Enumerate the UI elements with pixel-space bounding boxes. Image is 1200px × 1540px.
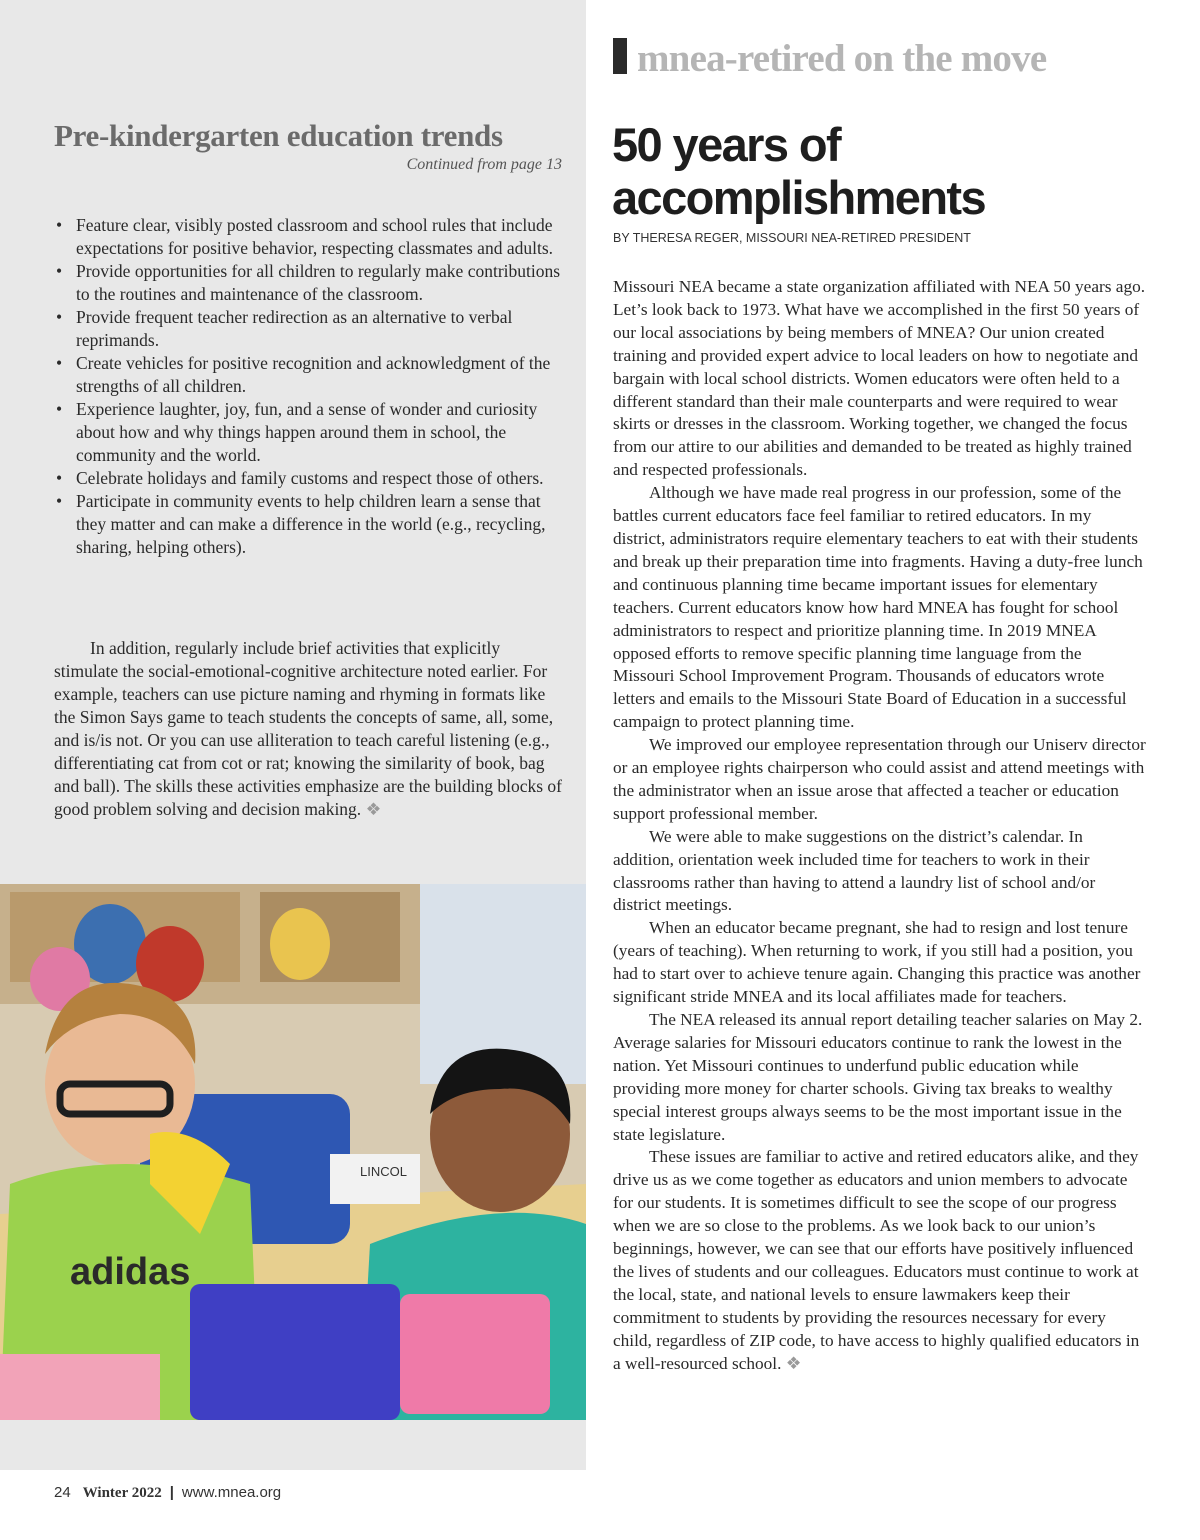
name-tag: LINCOL	[360, 1164, 407, 1179]
body-paragraph: When an educator became pregnant, she had to resign and lost tenure (years of teaching). When returning to work, if you still had a position, you had to start over to achieve tenure again. Changing this practice was another significant stride MNEA and its local affiliates made for teachers.	[613, 918, 1141, 1007]
list-item: • Participate in community events to help children learn a sense that they matter and can make a difference in the world (e.g., recycling, sharing, helping others).	[54, 490, 562, 559]
website-link[interactable]: www.mnea.org	[181, 1484, 282, 1501]
body-paragraph: We improved our employee representation through our Uniserv director or an employee rights chairperson who could assist and attend meetings with the administrator when an issue arose that affected a teacher or education support professional member.	[613, 735, 1146, 823]
paragraph-text: These issues are familiar to active and retired educators alike, and they drive us as we come together as educators and union members to advocate for our students. It is sometimes difficult to see the scope of our progress when we are so close to the problems. As we look back to our union’s beginnings, however, we can see that our efforts have positively influenced the lives of students and our colleagues. Educators must continue to work at the local, state, and national levels to ensure lawmakers keep their commitment to students by providing the resources necessary for every child, regardless of ZIP code, to have access to highly qualified educators in a well-resourced school.	[613, 1147, 1140, 1373]
footer-separator: |	[169, 1484, 174, 1501]
body-paragraph: The NEA released its annual report detailing teacher salaries on May 2. Average salaries for Missouri educators continue to rank the lowest in the nation. Yet Missouri continues to underfund public education while providing more money for charter schools. Giving tax breaks to wealthy special interest groups always seems to be the most important issue in the state legislature.	[613, 1010, 1143, 1144]
body-paragraph: We were able to make suggestions on the district’s calendar. In addition, orientation week included time for teachers to work in their classrooms rather than having to attend a laundry list of school and/or district meetings.	[613, 826, 1096, 915]
paragraph-text: In addition, regularly include brief activities that explicitly stimulate the social-emotional-cognitive architecture noted earlier. For example, teachers can use picture naming and rhyming in formats like the Simon Says game to teach students the concepts of same, all, some, and is/is not. Or you can use alliteration to teach careful listening (e.g., differentiating cat from cot or rat; knowing the similarity of book, bag and ball). The skills these activities emphasize are the building blocks of good problem solving and decision making.	[54, 638, 563, 819]
list-item: • Feature clear, visibly posted classroom and school rules that include expectations for positive behavior, respecting classmates and adults.	[54, 214, 562, 260]
left-article-title: Pre-kindergarten education trends	[54, 118, 503, 153]
list-item: • Provide frequent teacher redirection as an alternative to verbal reprimands.	[54, 306, 562, 352]
section-header: mnea-retired on the move	[637, 37, 1047, 80]
page-number: 24	[54, 1484, 71, 1501]
tips-bullet-list	[54, 214, 562, 559]
shirt-logo-text: adidas	[70, 1251, 191, 1293]
list-item: • Celebrate holidays and family customs and respect those of others.	[54, 467, 562, 490]
section-marker-bar	[613, 38, 627, 74]
list-item: • Provide opportunities for all children to regularly make contributions to the routines and maintenance of the classroom.	[54, 260, 562, 306]
article-headline: 50 years of accomplishments	[612, 118, 986, 224]
issue-label: Winter 2022	[82, 1485, 162, 1501]
article-body	[613, 276, 1147, 1376]
page-footer	[54, 1484, 281, 1502]
body-paragraph: Although we have made real progress in our profession, some of the battles current educators face feel familiar to retired educators. In my district, administrators require elementary teachers to eat with their students and break up their preparation time into fragments. Having a duty-free lunch and continuous planning time became important issues for elementary teachers. Current educators know how hard MNEA has fought for school administrators to respect and prioritize planning time. In 2019 MNEA opposed efforts to remove specific planning time language from the Missouri School Improvement Program. Thousands of educators wrote letters and emails to the Missouri State Board of Education in a successful campaign to protect planning time.	[613, 483, 1143, 732]
byline: BY THERESA REGER, MISSOURI NEA-RETIRED PRESIDENT	[613, 231, 971, 245]
left-closing-paragraph	[54, 637, 564, 821]
continued-from-note: Continued from page 13	[406, 156, 562, 173]
body-paragraph-last	[613, 1146, 1147, 1375]
body-paragraph: Missouri NEA became a state organization affiliated with NEA 50 years ago. Let’s look back to 1973. What have we accomplished in the first 50 years of our local associations by being members of MNEA? Our union created training and provided expert advice to local leaders on how to negotiate and bargain with local school districts. Women educators were often held to a different standard than their male counterparts and were required to wear skirts or dresses in the classroom. Working together, we changed the focus from our attire to our abilities and demanded to be treated as highly trained and respected professionals.	[613, 277, 1146, 480]
classroom-photo	[0, 884, 586, 1420]
list-item: • Create vehicles for positive recognition and acknowledgment of the strengths of all children.	[54, 352, 562, 398]
list-item: • Experience laughter, joy, fun, and a sense of wonder and curiosity about how and why things happen around them in school, the community and the world.	[54, 398, 562, 467]
end-ornament-icon: ❖	[365, 799, 382, 819]
end-ornament-icon: ❖	[785, 1353, 802, 1373]
